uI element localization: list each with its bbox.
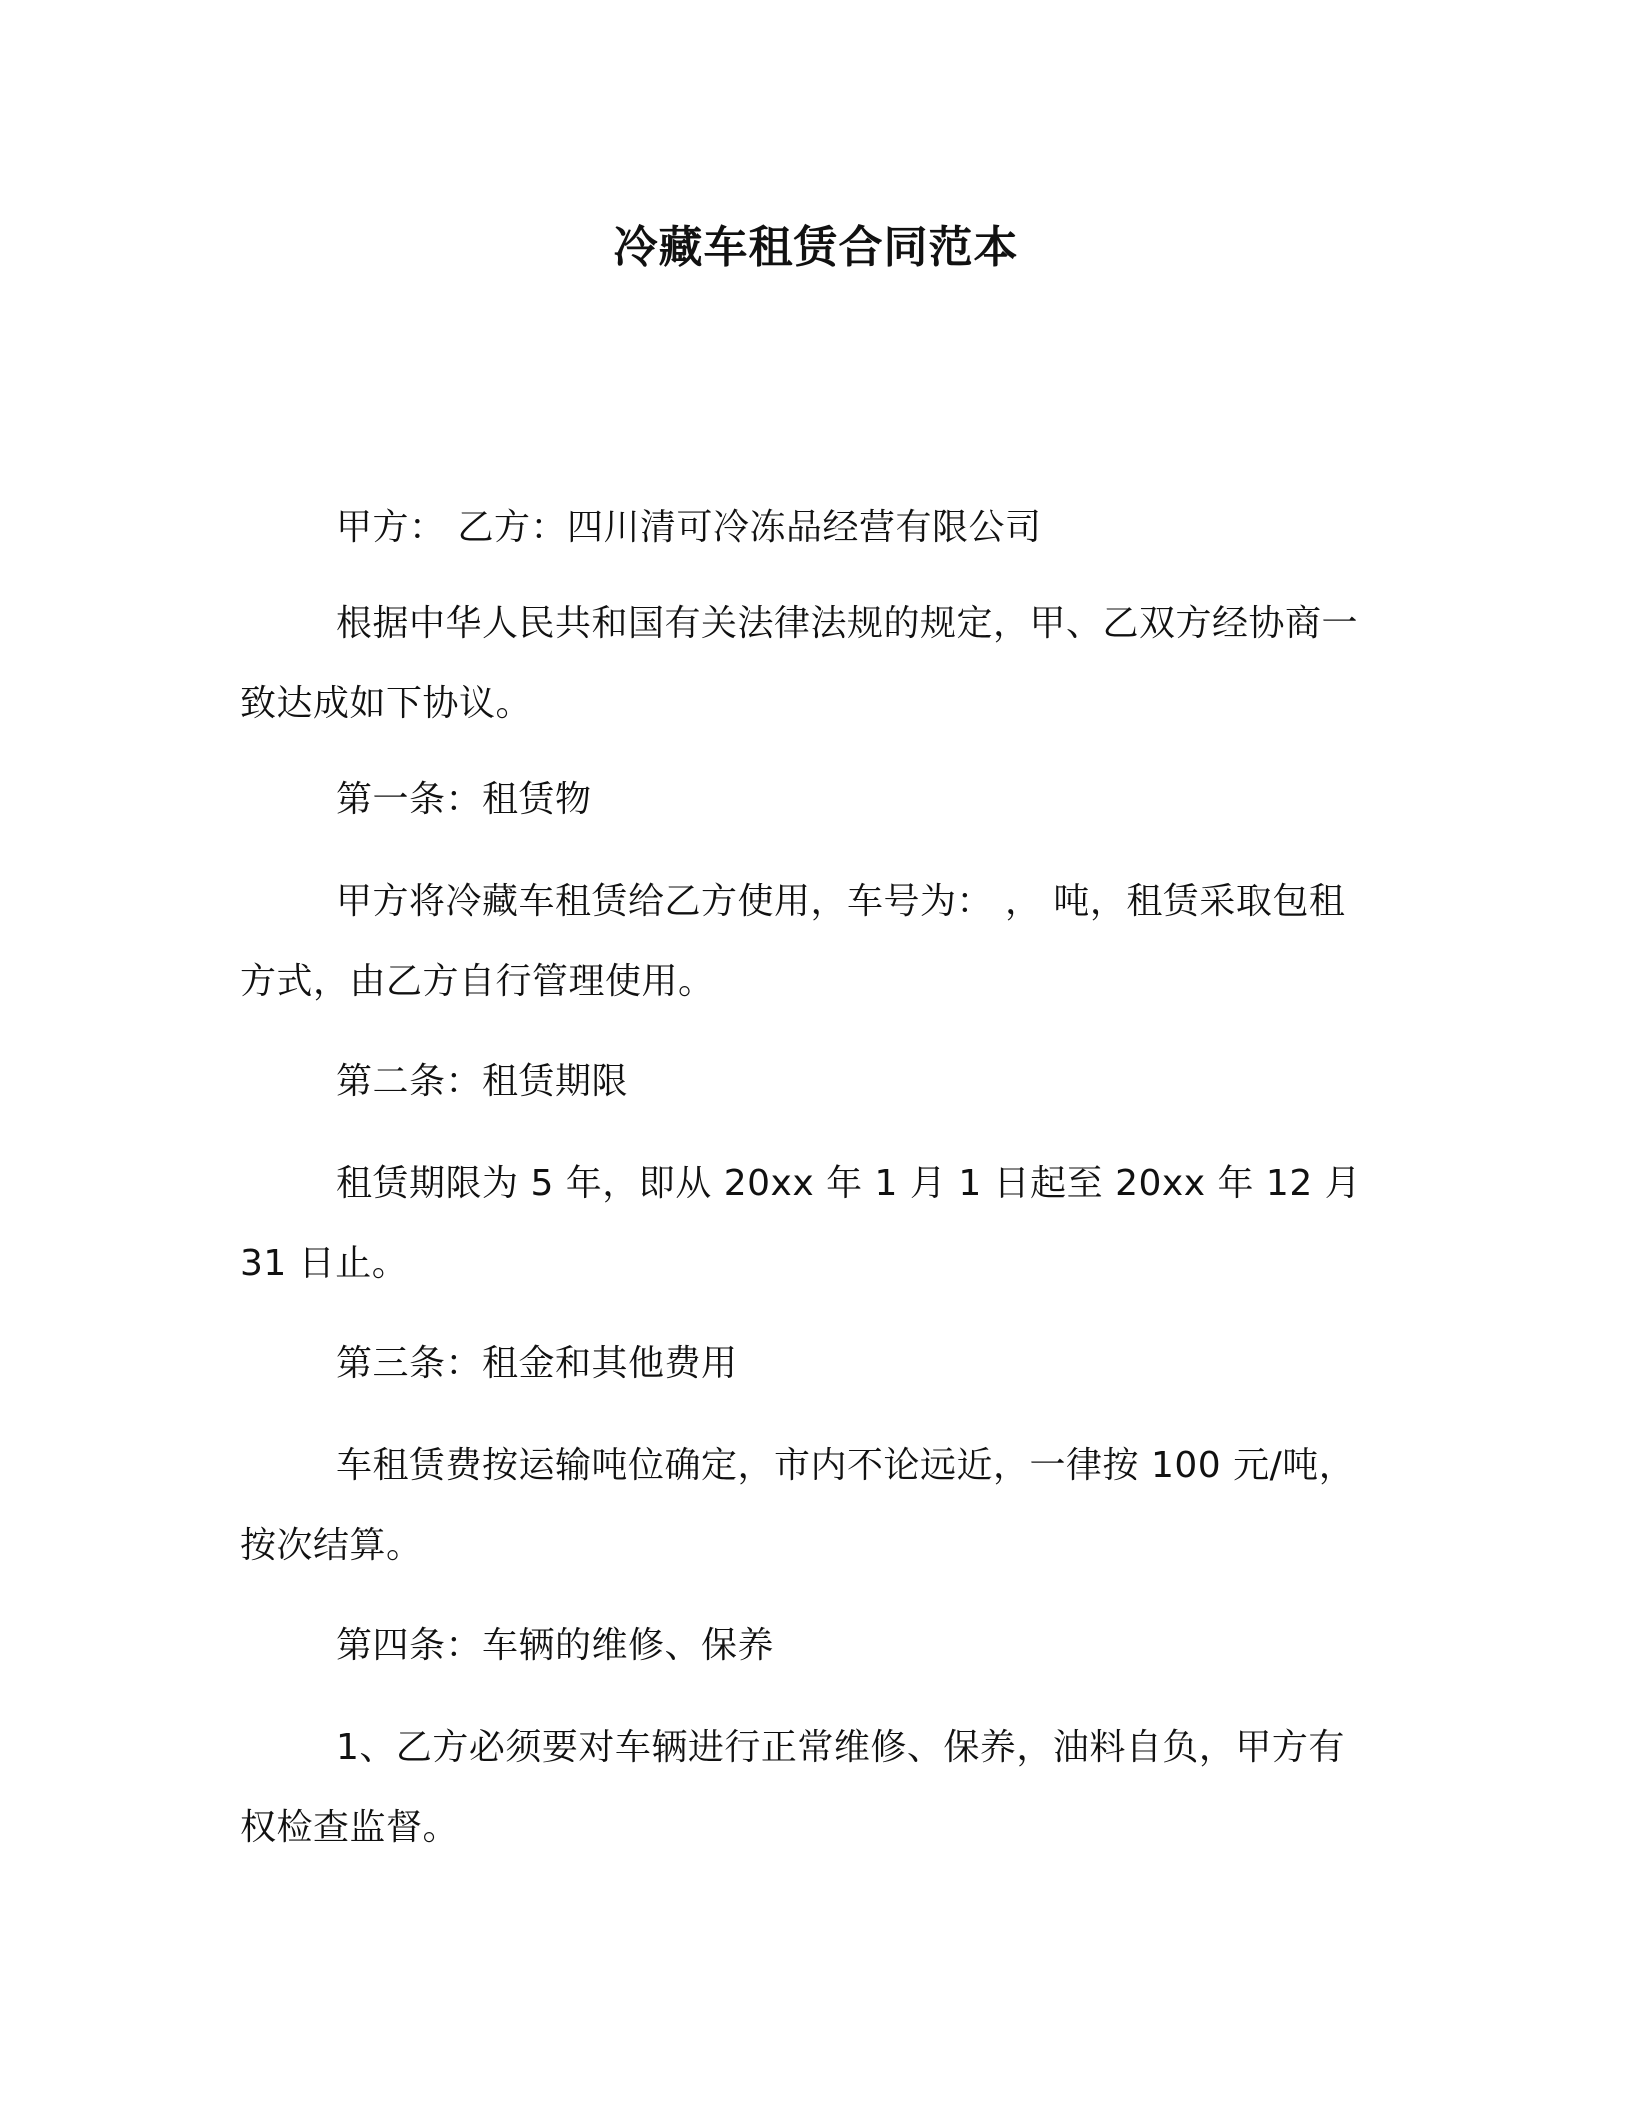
preamble-paragraph: 根据中华人民共和国有关法律法规的规定，甲、乙双方经协商一致达成如下协议。 (240, 603, 1359, 724)
article-4-heading: 第四条：车辆的维修、保养 (336, 1625, 775, 1666)
article-1-heading: 第一条：租赁物 (336, 779, 592, 820)
article-2-body: 租赁期限为 5 年，即从 20xx 年 1 月 1 日起至 20xx 年 12 月 31 日止。 (240, 1163, 1362, 1284)
article-2-heading: 第二条：租赁期限 (336, 1061, 629, 1102)
article-1-body: 甲方将冷藏车租赁给乙方使用，车号为： ， 吨，租赁采取包租方式，由乙方自行管理使用。 (240, 881, 1346, 1002)
article-4-item-1: 1、乙方必须要对车辆进行正常维修、保养，油料自负，甲方有权检查监督。 (240, 1727, 1345, 1848)
article-3-body: 车租赁费按运输吨位确定，市内不论远近，一律按 100 元/吨，按次结算。 (240, 1445, 1356, 1566)
parties-line: 甲方： 乙方：四川清可冷冻品经营有限公司 (336, 507, 1042, 548)
document-title: 冷藏车租赁合同范本 (613, 222, 1019, 273)
article-3-heading: 第三条：租金和其他费用 (336, 1343, 738, 1384)
